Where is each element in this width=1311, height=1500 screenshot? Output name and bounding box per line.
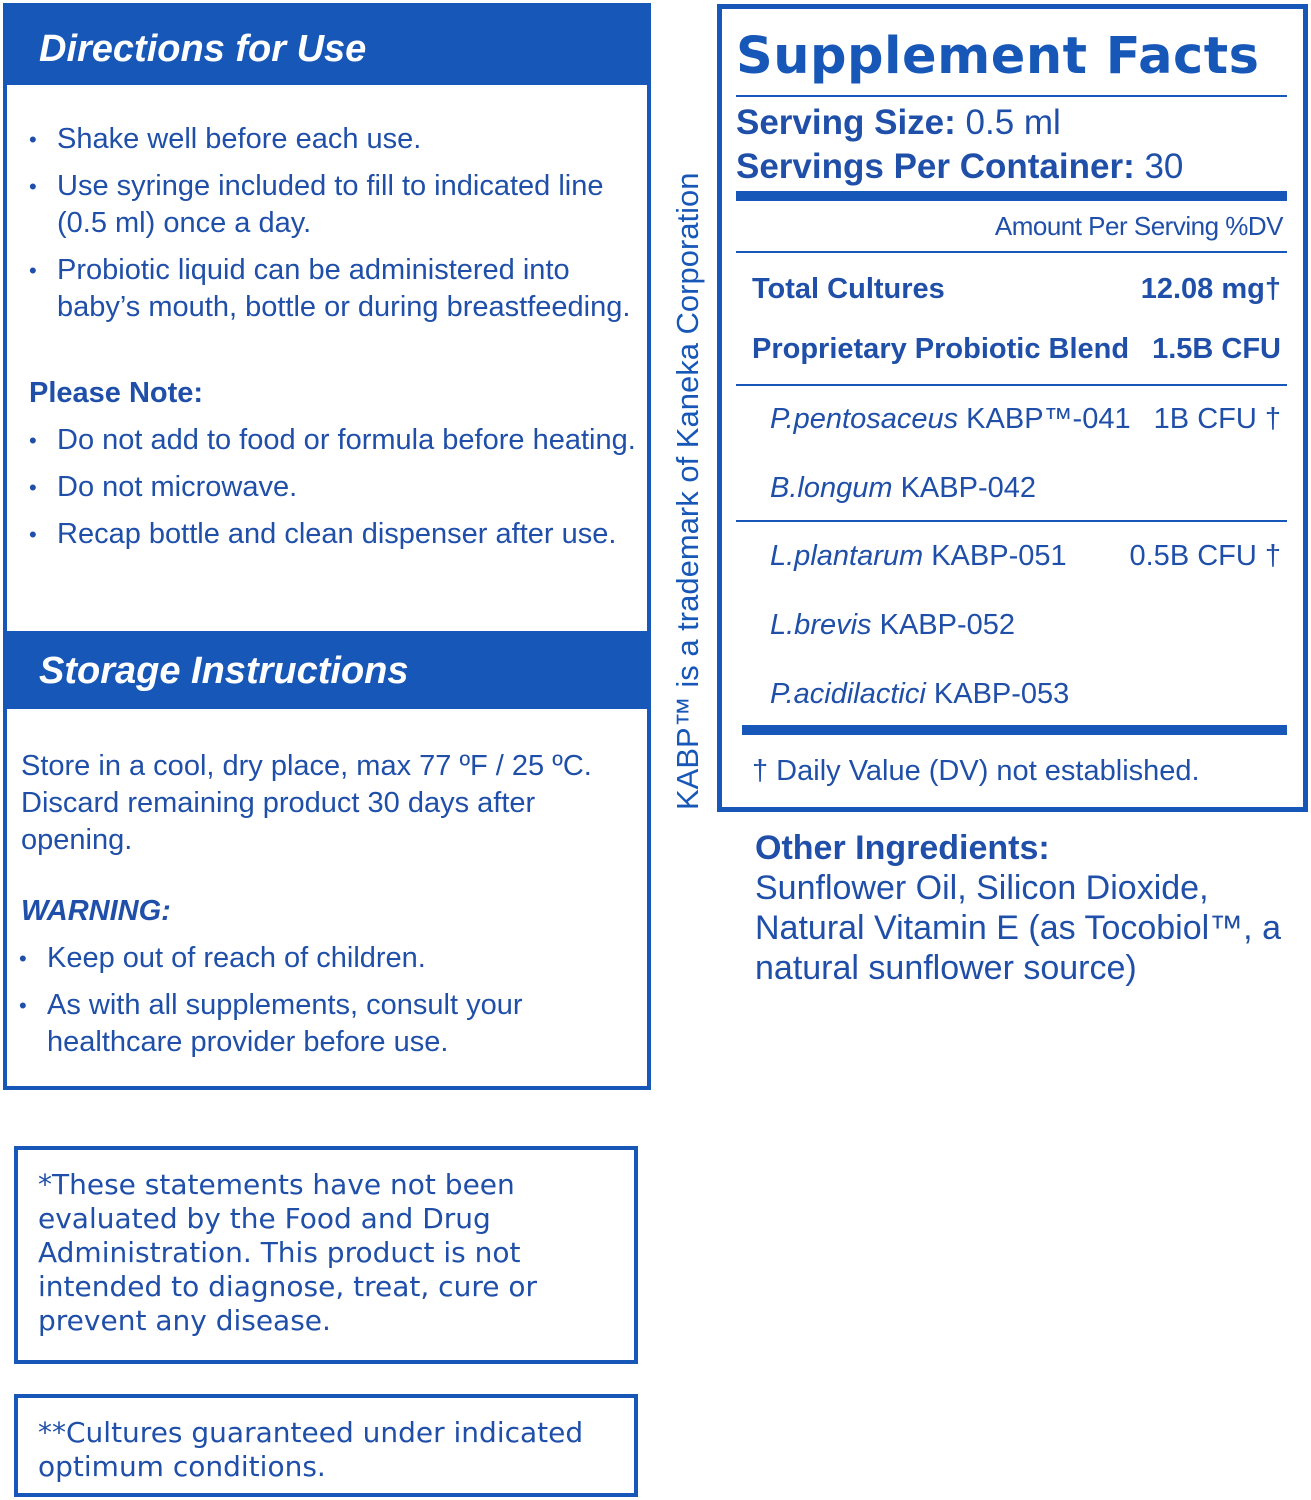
warning-label: WARNING: <box>21 895 171 927</box>
list-item: • Probiotic liquid can be administered into baby’s mouth, bottle or during breastfeeding. <box>29 252 639 326</box>
table-row <box>752 333 1281 366</box>
other-ingredients <box>755 828 1295 988</box>
serving-size-label: Serving Size: <box>736 103 956 142</box>
dv-note: † Daily Value (DV) not established. <box>752 755 1200 787</box>
list-item: • Shake well before each use. <box>29 121 639 158</box>
fda-disclaimer: *These statements have not been evaluated by the Food and Drug Administration. This product is not intended to diagnose, treat, cure or prevent any disease. <box>14 1146 638 1364</box>
list-item: • Keep out of reach of children. <box>19 940 639 977</box>
strain-species: L.brevis <box>770 609 872 641</box>
storage-title: Storage Instructions <box>7 631 647 709</box>
directions-list <box>29 121 639 336</box>
table-row <box>770 678 1281 711</box>
divider <box>736 95 1287 97</box>
other-ingredients-text: Sunflower Oil, Silicon Dioxide, Natural Vitamin E (as Tocobiol™, a natural sunflower source) <box>755 869 1281 987</box>
divider <box>736 520 1287 522</box>
strain-code: KABP-052 <box>871 609 1016 641</box>
table-row <box>770 609 1281 642</box>
other-ingredients-title: Other Ingredients: <box>755 829 1050 867</box>
directions-storage-panel <box>3 3 651 1090</box>
strain-species: P.pentosaceus <box>770 403 959 435</box>
list-item: • Do not microwave. <box>29 469 639 506</box>
strain-value: 1B CFU † <box>1153 403 1281 435</box>
strain-code: KABP-042 <box>892 472 1036 504</box>
row-name: Proprietary Probiotic Blend <box>752 333 1130 365</box>
table-row <box>752 273 1281 306</box>
supplement-facts-panel <box>717 4 1308 812</box>
strain-value: 0.5B CFU † <box>1129 540 1281 572</box>
divider <box>736 384 1287 386</box>
servings-label: Servings Per Container: <box>736 147 1135 186</box>
trademark-text: KABP™ is a trademark of Kaneka Corporation <box>670 172 705 810</box>
note-list <box>29 422 639 563</box>
strain-code: KABP™-041 <box>958 403 1131 435</box>
amount-per-serving-header: Amount Per Serving %DV <box>994 211 1283 241</box>
strain-species: P.acidilactici <box>770 678 926 710</box>
row-value: 1.5B CFU <box>1152 333 1281 365</box>
directions-title: Directions for Use <box>7 7 647 85</box>
table-row <box>770 540 1281 573</box>
serving-size-value: 0.5 ml <box>955 103 1061 142</box>
strain-species: B.longum <box>770 472 893 504</box>
serving-info <box>736 101 1183 189</box>
storage-text: Store in a cool, dry place, max 77 ºF / 25 ºC. Discard remaining product 30 days after opening. <box>21 750 592 856</box>
warning-list <box>19 940 639 1071</box>
divider <box>736 251 1287 253</box>
table-row <box>770 403 1281 436</box>
table-row <box>770 472 1281 505</box>
please-note-label: Please Note: <box>29 377 204 409</box>
list-item: • Recap bottle and clean dispenser after use. <box>29 516 639 553</box>
list-item: • As with all supplements, consult your healthcare provider before use. <box>19 987 639 1061</box>
facts-title: Supplement Facts <box>736 27 1260 86</box>
strain-code: KABP-051 <box>923 540 1067 572</box>
list-item: • Use syringe included to fill to indicated line (0.5 ml) once a day. <box>29 168 639 242</box>
servings-value: 30 <box>1134 147 1184 186</box>
thick-divider <box>742 725 1287 735</box>
cultures-disclaimer: **Cultures guaranteed under indicated optimum conditions. <box>14 1394 638 1497</box>
thick-divider <box>736 191 1287 201</box>
row-value: 12.08 mg† <box>1140 273 1281 305</box>
strain-code: KABP-053 <box>925 678 1070 710</box>
list-item: • Do not add to food or formula before heating. <box>29 422 639 459</box>
row-name: Total Cultures <box>752 273 945 305</box>
strain-species: L.plantarum <box>770 540 924 572</box>
